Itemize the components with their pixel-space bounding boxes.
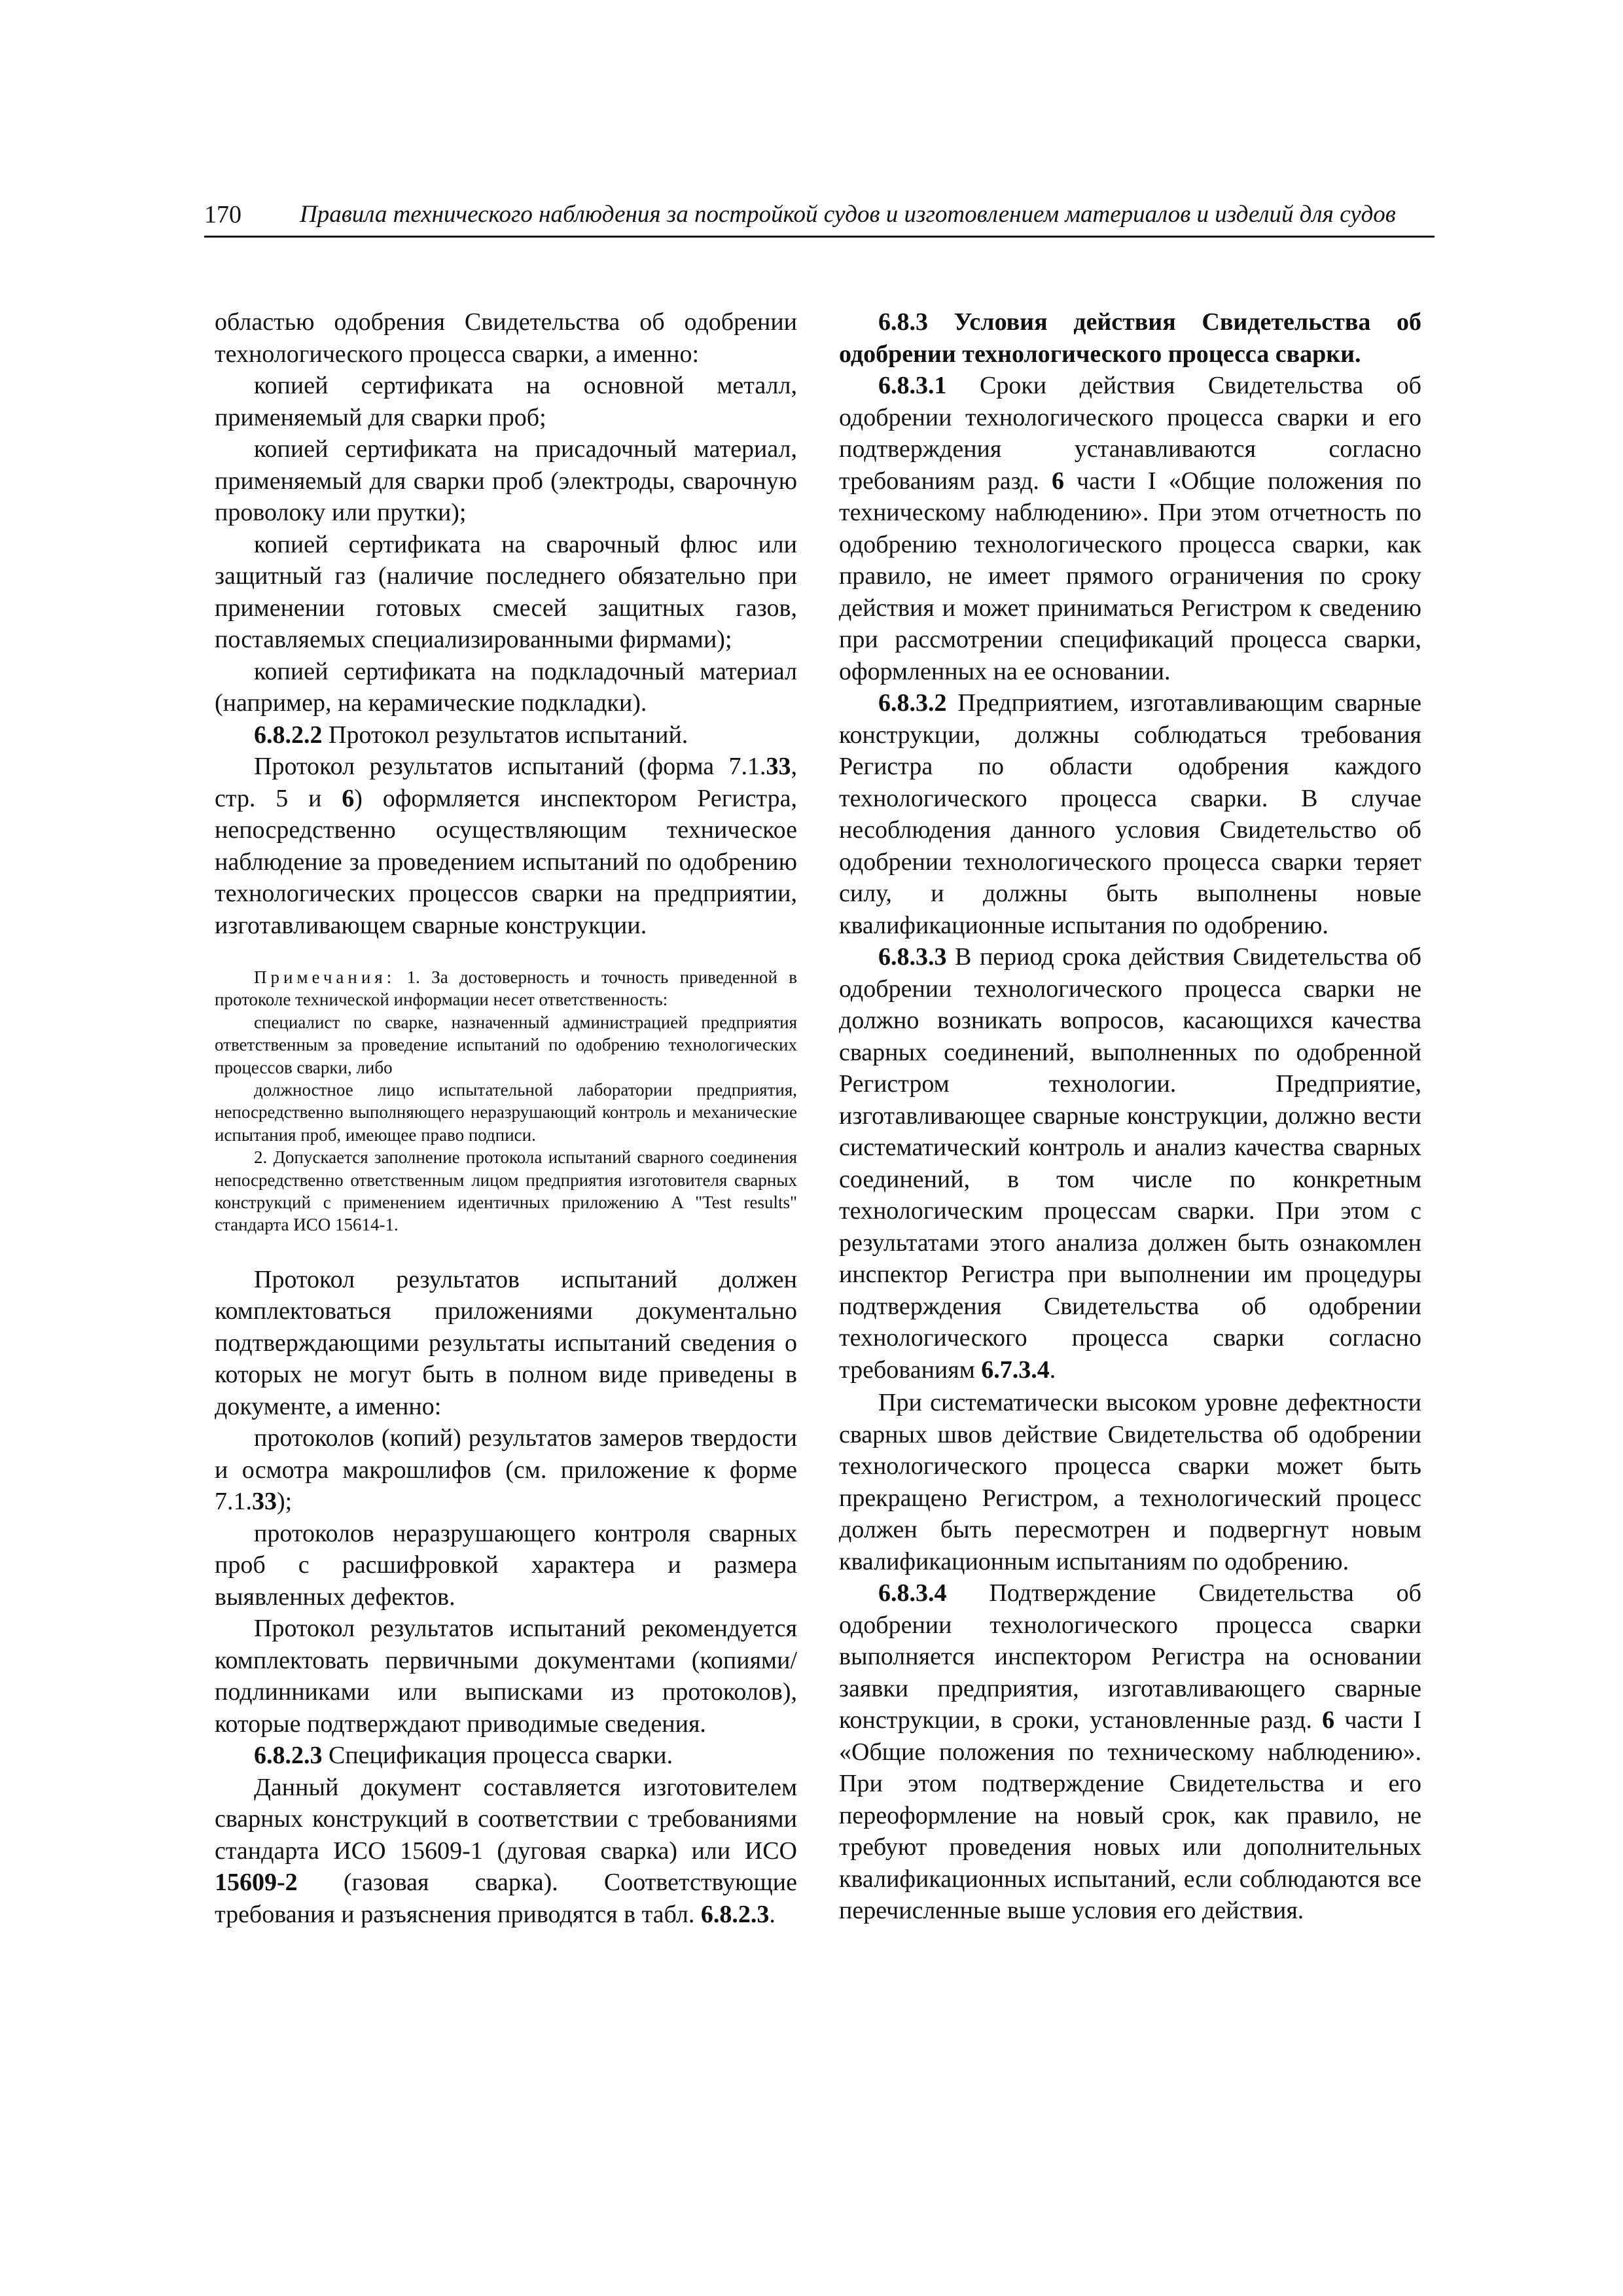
text: В период срока действия Свидетельства об одобрении технологического процесса сварки не должно возникать вопросов, касающихся качества сварных соединений, выполненных по одобренной Регистром технологии. Предприятие, изготавливающее сварные конструкции, должно вести систематический контроль и анализ качества сварных соединений, в том числе по конкретным технологическим процессам сварки. При этом с результатами этого анализа должен быть ознакомлен инспектор Регистра при выполнении им процедуры подтверждения Свидетельства об одобрении технологического процесса сварки согласно требованиям [839,943,1421,1384]
section-number: 6.8.3.4 [878,1579,947,1607]
section-6-8-3-2 [839,687,1421,941]
paragraph: областью одобрения Свидетельства об одобрении технологического процесса сварки, а именно: [215,308,797,368]
text: . [769,1900,776,1928]
notes-block [215,966,797,1236]
paragraph [215,751,797,941]
paragraph: Протокол результатов испытаний рекомендуется комплектовать первичными документами (копиями/подлинниками или выписками из протоколов), которые подтверждают приводимые сведения. [215,1615,797,1738]
text: части I «Общие положения по техническому наблюдению». При этом отчетность по одобрению технологического процесса сварки, как правило, не имеет прямого ограничения по сроку действия и может приниматься Регистром к сведению при рассмотрении спецификаций процесса сварки, оформленных на ее основании. [839,467,1421,685]
bold-ref: 6.7.3.4 [981,1355,1050,1384]
bold-ref: 6 [342,784,355,812]
text: Протокол результатов испытаний (форма 7.1. [254,753,766,780]
text: (газовая сварка). Соответствующие требования и разъяснения приводятся в табл. [215,1869,797,1928]
section-title: Протокол результатов испытаний. [322,721,688,749]
notes-label: Примечания: [254,967,396,987]
text: части I «Общие положения по техническому наблюдению». При этом подтверждение Свидетельства и его переоформление на новый срок, как правило, не требуют проведения новых или дополнительных квалификационных испытаний, если соблюдаются все перечисленные выше условия его действия. [839,1706,1421,1924]
bold-ref: 33 [766,753,791,780]
text: Предприятием, изготавливающим сварные конструкции, должны соблюдаться требования Регистра по области одобрения каждого технологического процесса сварки. В случае несоблюдения данного условия Свидетельство об одобрении технологического процесса сварки теряет силу, и должны быть выполнены новые квалификационные испытания по одобрению. [839,689,1421,939]
section-number: 6.8.3.1 [878,372,947,399]
text: ); [277,1488,293,1516]
paragraph [215,1772,797,1931]
list-item: копией сертификата на присадочный материал, применяемый для сварки проб (электроды, сварочную проволоку или прутки); [215,435,797,526]
text: . [1049,1355,1056,1384]
note-1-item: специалист по сварке, назначенный администрацией предприятия ответственным за проведение испытаний по одобрению технологических процессов сварки, либо [215,1012,797,1077]
left-column [215,306,797,1930]
note-1 [215,966,797,1011]
note-2: 2. Допускается заполнение протокола испытаний сварного соединения непосредственно ответственным лицом предприятия изготовителя сварных конструкций с применением идентичных приложению A "Test results" стандарта ИСО 15614-1. [215,1147,797,1235]
section-6-8-2-2 [215,719,797,751]
page-header [204,199,1435,230]
section-6-8-3-heading: 6.8.3 Условия действия Свидетельства об одобрении технологического процесса сварки. [839,308,1421,368]
paragraph: Протокол результатов испытаний должен комплектоваться приложениями документально подтверждающими результаты испытаний сведения о которых не могут быть в полном виде приведены в документе, а именно: [215,1265,797,1420]
text: Сроки действия Свидетельства об одобрении технологического процесса сварки и его подтверждения устанавливаются согласно требованиям разд. [839,372,1421,495]
header-rule [204,236,1435,238]
list-item: протоколов неразрушающего контроля сварных проб с расшифровкой характера и размера выявленных дефектов. [215,1519,797,1611]
page-number: 170 [204,201,241,228]
section-6-8-3-1 [839,370,1421,687]
bold-ref: 6 [1322,1706,1335,1734]
section-6-8-2-3 [215,1740,797,1772]
text: ) оформляется инспектором Регистра, непосредственно осуществляющим техническое наблюдение за проведением испытаний по одобрению технологических процессов сварки на предприятии, изготавливающем сварные конструкции. [215,784,797,939]
section-number: 6.8.2.3 [254,1742,323,1770]
list-item [215,1422,797,1518]
section-6-8-3-4 [839,1577,1421,1927]
section-6-8-3-3 [839,941,1421,1386]
running-title: Правила технического наблюдения за постройкой судов и изготовлением материалов и изделий для судов [300,201,1396,228]
text: , стр. 5 и [215,753,797,812]
list-item: копией сертификата на сварочный флюс или защитный газ (наличие последнего обязательно при применении готовых смесей защитных газов, поставляемых специализированными фирмами); [215,530,797,653]
bold-ref: 6.8.2.3 [700,1900,770,1928]
section-number: 6.8.3.3 [878,943,947,971]
list-item: копией сертификата на подкладочный материал (например, на керамические подкладки). [215,657,797,717]
text: Подтверждение Свидетельства об одобрении технологического процесса сварки выполняется инспектором Регистра на основании заявки предприятия, изготавливающего сварные конструкции, в сроки, установленные разд. [839,1579,1421,1734]
bold-ref: 6 [1051,467,1064,495]
bold-ref: 15609-2 [215,1869,298,1897]
note-1-item: должностное лицо испытательной лаборатории предприятия, непосредственно выполняющего неразрушающий контроль и механические испытания проб, имеющее право подписи. [215,1080,797,1145]
paragraph: При систематически высоком уровне дефектности сварных швов действие Свидетельства об одобрении технологического процесса сварки может быть прекращено Регистром, а технологический процесс должен быть пересмотрен и подвергнут новым квалификационным испытаниям по одобрению. [839,1389,1421,1575]
section-number: 6.8.3.2 [878,689,947,717]
list-item: копией сертификата на основной металл, применяемый для сварки проб; [215,372,797,431]
right-column [839,306,1421,1927]
bold-ref: 33 [252,1488,277,1516]
section-title: Спецификация процесса сварки. [322,1742,673,1770]
text: протоколов (копий) результатов замеров твердости и осмотра макрошлифов (см. приложение к форме 7.1. [215,1424,797,1516]
text: 1. За достоверность и точность приведенной в протоколе технической информации несет ответственность: [215,967,797,1010]
text: Данный документ составляется изготовителем сварных конструкций в соответствии с требованиями стандарта ИСО 15609-1 (дуговая сварка) или ИСО [215,1773,797,1865]
section-number: 6.8.2.2 [254,721,323,749]
